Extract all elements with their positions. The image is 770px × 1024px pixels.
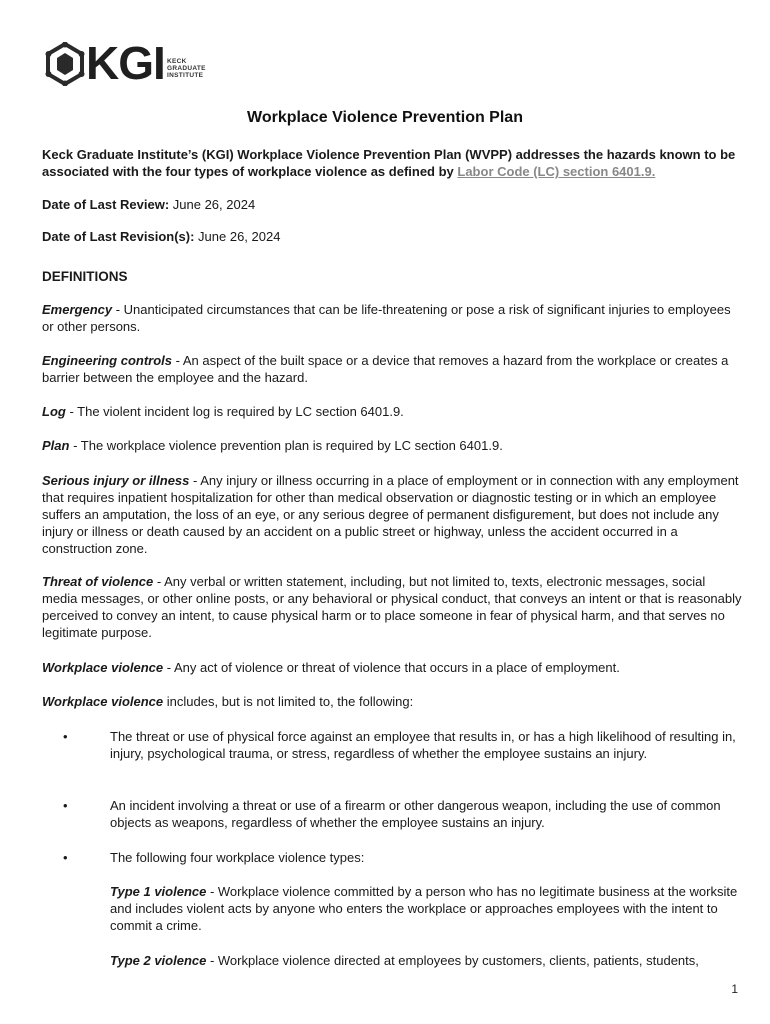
definition-text: - Any verbal or written statement, including, but not limited to, texts, electronic messages, social media messages, or other online posts, or any behavioral or physical conduct, that conveys an intent or that is reasonably perceived to convey an intent, to cause physical harm or to place someone in fear of physical harm, and that serves no legitimate purpose. (42, 574, 742, 640)
list-item: An incident involving a threat or use of a firearm or other dangerous weapon, including the use of common objects as weapons, regardless of whether the employee sustains an injury. (110, 798, 721, 830)
definitions-heading: DEFINITIONS (42, 269, 128, 284)
definition-term: Plan (42, 438, 70, 453)
definition-plan (42, 437, 742, 454)
logo-subtitle (167, 58, 206, 79)
logo-sub-line: GRADUATE (167, 65, 206, 72)
definition-term: Engineering controls (42, 353, 173, 368)
labor-code-link[interactable]: Labor Code (LC) section 6401.9. (457, 164, 656, 179)
kgi-logo (44, 37, 224, 89)
revision-label: Date of Last Revision(s): (42, 229, 195, 244)
definition-text: - The workplace violence prevention plan is required by LC section 6401.9. (69, 438, 503, 453)
review-value: June 26, 2024 (169, 197, 256, 212)
includes-term: Workplace violence (42, 694, 164, 709)
intro-paragraph (42, 146, 742, 180)
review-label: Date of Last Review: (42, 197, 170, 212)
workplace-violence-includes (42, 693, 742, 710)
type-text: - Workplace violence directed at employees by customers, clients, patients, students, (206, 953, 699, 968)
definition-term: Workplace violence (42, 660, 164, 675)
definition-term: Threat of violence (42, 574, 154, 589)
list-item: The threat or use of physical force against an employee that results in, or has a high likelihood of resulting in, injury, psychological trauma, or stress, regardless of whether the employee sustains an injury. (110, 729, 736, 761)
includes-text: includes, but is not limited to, the following: (163, 694, 414, 709)
definition-term: Log (42, 404, 66, 419)
page-number: 1 (731, 982, 738, 996)
type-2-violence (110, 952, 750, 969)
bullet-icon: • (63, 729, 68, 744)
definition-engineering-controls (42, 352, 742, 386)
last-review (42, 196, 742, 213)
intro-text: Keck Graduate Institute’s (KGI) Workplace Violence Prevention Plan (WVPP) addresses the hazards known to be associated with the four types of workplace violence as defined by (42, 147, 736, 179)
revision-value: June 26, 2024 (194, 229, 281, 244)
definition-text: - Any injury or illness occurring in a place of employment or in connection with any employment that requires inpatient hospitalization for other than medical observation or diagnostic testing or in which an employee suffers an amputation, the loss of an eye, or any serious degree of permanent disfigurement, but does not include any injury or illness or death caused by an accident on a public street or highway, unless the accident occurred in a construction zone. (42, 473, 739, 556)
definition-text: - Unanticipated circumstances that can be life-threatening or pose a risk of significant injuries to employees or other persons. (42, 302, 731, 334)
last-revision (42, 228, 742, 245)
logo-sub-line: INSTITUTE (167, 72, 204, 79)
definition-emergency (42, 301, 742, 335)
kgi-hexagon-icon (44, 42, 86, 86)
definition-text: - An aspect of the built space or a device that removes a hazard from the workplace or creates a barrier between the employee and the hazard. (42, 353, 729, 385)
definition-threat-of-violence (42, 573, 742, 641)
bullet-icon: • (63, 798, 68, 813)
definition-text: - Any act of violence or threat of violence that occurs in a place of employment. (163, 660, 620, 675)
type-text: - Workplace violence committed by a person who has no legitimate business at the worksite and includes violent acts by anyone who enters the workplace or approaches employees with the intent to commit a crime. (110, 884, 738, 933)
definition-serious-injury (42, 472, 742, 557)
definition-workplace-violence (42, 659, 742, 676)
type-term: Type 1 violence (110, 884, 207, 899)
type-1-violence (110, 883, 750, 934)
document-title: Workplace Violence Prevention Plan (247, 109, 523, 126)
definition-text: - The violent incident log is required by LC section 6401.9. (65, 404, 404, 419)
definition-log (42, 403, 742, 420)
definition-term: Serious injury or illness (42, 473, 190, 488)
definition-term: Emergency (42, 302, 113, 317)
bullet-icon: • (63, 850, 68, 865)
list-item: The following four workplace violence types: (110, 850, 365, 865)
type-term: Type 2 violence (110, 953, 207, 968)
logo-wordmark: KGI (86, 37, 165, 89)
logo-sub-line: KECK (167, 58, 187, 65)
